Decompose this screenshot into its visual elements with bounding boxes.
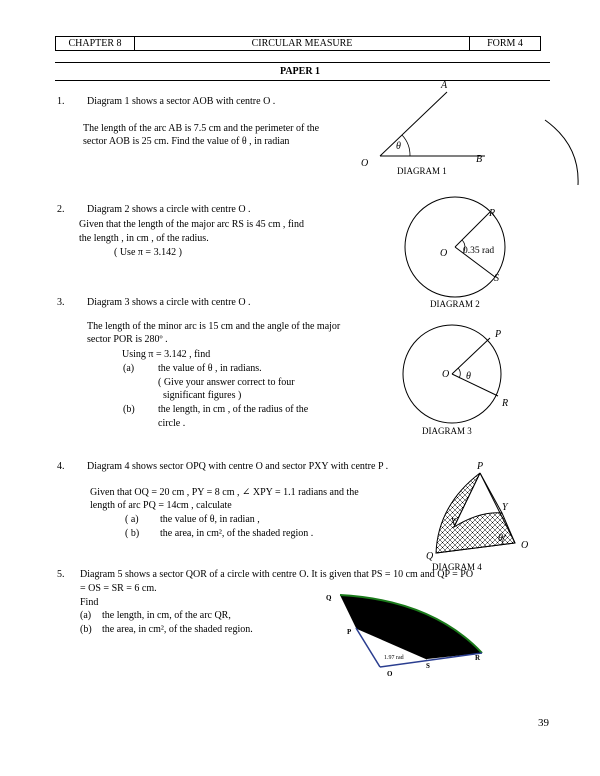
d1-label-b: B [476,154,483,165]
q3-part-a-line-3: significant figures ) [163,390,242,401]
d5-label-p: P [347,628,352,636]
d2-line-or [455,212,490,247]
diagram-4 [420,455,535,575]
q4-part-b-line: the area, in cm², of the shaded region . [160,528,314,539]
d1-angle-arc [402,135,410,156]
q2-line-1: Diagram 2 shows a circle with centre O . [87,204,251,215]
d5-label-s: S [426,662,430,670]
d5-label-angle: 1.97 rad [384,655,404,661]
d4-label-theta: θ [498,533,503,544]
q5-line-2: = OS = SR = 6 cm. [80,583,157,594]
q3-part-a-line-1: the value of θ , in radians. [158,363,262,374]
diagram-2 [400,195,520,315]
q1-line-1: Diagram 1 shows a sector AOB with centre O . [87,96,276,107]
header-title: CIRCULAR MEASURE [135,37,470,50]
diagram-3 [400,318,520,438]
page-number: 39 [538,717,549,729]
header-form: FORM 4 [487,38,523,49]
d3-caption: DIAGRAM 3 [422,426,472,436]
chapter-header [55,36,541,51]
q3-line-1: Diagram 3 shows a circle with centre O . [87,297,251,308]
header-chapter: CHAPTER 8 [56,37,135,50]
q5-part-a-label: (a) [80,610,92,621]
q1-line-3: sector AOB is 25 cm. Find the value of θ , in radian [83,136,290,147]
d5-label-o: O [387,670,393,678]
q4-part-b-label: ( b) [125,528,140,539]
q3-number: 3. [57,297,65,308]
q2-line-4: ( Use π = 3.142 ) [114,247,182,258]
d2-label-s: S [494,273,499,284]
d3-label-o: O [442,369,450,380]
d4-label-y: Y [502,502,508,513]
q1-line-2: The length of the arc AB is 7.5 cm and the perimeter of the [83,123,320,134]
paper-title: PAPER 1 [279,66,321,77]
d4-label-x: X [450,517,457,528]
q5-part-b-line: the area, in cm², of the shaded region. [102,624,253,635]
q5-part-a-line: the length, in cm, of the arc QR, [102,610,231,621]
d2-label-r: R [489,208,496,219]
q2-line-2: Given that the length of the major arc RS is 45 cm , find [79,219,304,230]
d1-label-o: O [361,158,369,169]
d3-line-or [452,374,498,396]
d4-line-py [480,473,502,513]
d4-label-o: O [521,540,529,551]
d4-label-p: P [477,461,484,472]
d1-caption: DIAGRAM 1 [397,166,447,176]
q5-part-b-label: (b) [80,624,92,635]
q3-line-3: sector POR is 280º . [87,334,168,345]
d1-label-theta: θ [396,141,401,152]
d3-line-op [452,338,490,374]
q3-part-b-line-1: the length, in cm , of the radius of the [158,404,309,415]
q4-line-1: Diagram 4 shows sector OPQ with centre O and sector PXY with centre P . [87,461,389,472]
d2-label-o: O [440,248,448,259]
rule-top [55,62,550,63]
diagram-5 [322,585,497,680]
diagram-1 [355,78,495,178]
q2-line-3: the length , in cm , of the radius. [79,233,209,244]
q3-line-4: Using π = 3.142 , find [122,349,211,360]
d4-label-q: Q [426,551,434,562]
d5-label-r: R [475,654,481,662]
q4-part-a-label: ( a) [125,514,139,525]
q4-line-3: length of arc PQ = 14cm , calculate [90,500,232,511]
q3-part-b-line-2: circle . [158,418,186,429]
q5-number: 5. [57,569,65,580]
q5-line-1: Diagram 5 shows a sector QOR of a circle with centre O. It is given that PS = 10 cm and QP = PO [80,569,474,580]
q3-part-a-line-2: ( Give your answer correct to four [158,377,295,388]
q1-number: 1. [57,96,65,107]
q4-line-2: Given that OQ = 20 cm , PY = 8 cm , ∠ XPY = 1.1 radians and the [90,487,359,498]
d5-shaded-region [340,595,482,659]
q5-line-3: Find [80,597,99,608]
q4-number: 4. [57,461,65,472]
edge-arc-decoration [540,115,600,190]
d4-caption: DIAGRAM 4 [432,562,482,572]
q2-number: 2. [57,204,65,215]
q3-part-a-label: (a) [123,363,135,374]
q3-line-2: The length of the minor arc is 15 cm and the angle of the major [87,321,341,332]
d5-label-q: Q [326,594,332,602]
d3-label-r: R [502,398,509,409]
d1-line-oa [380,92,447,156]
q4-part-a-line: the value of θ, in radian , [160,514,260,525]
d4-shaded-region [436,473,515,553]
q3-part-b-label: (b) [123,404,135,415]
d3-label-theta: θ [466,371,471,382]
d1-label-a: A [441,80,448,91]
d2-label-angle: 0.35 rad [463,246,495,256]
d3-label-p: P [495,329,502,340]
d2-caption: DIAGRAM 2 [430,299,480,309]
